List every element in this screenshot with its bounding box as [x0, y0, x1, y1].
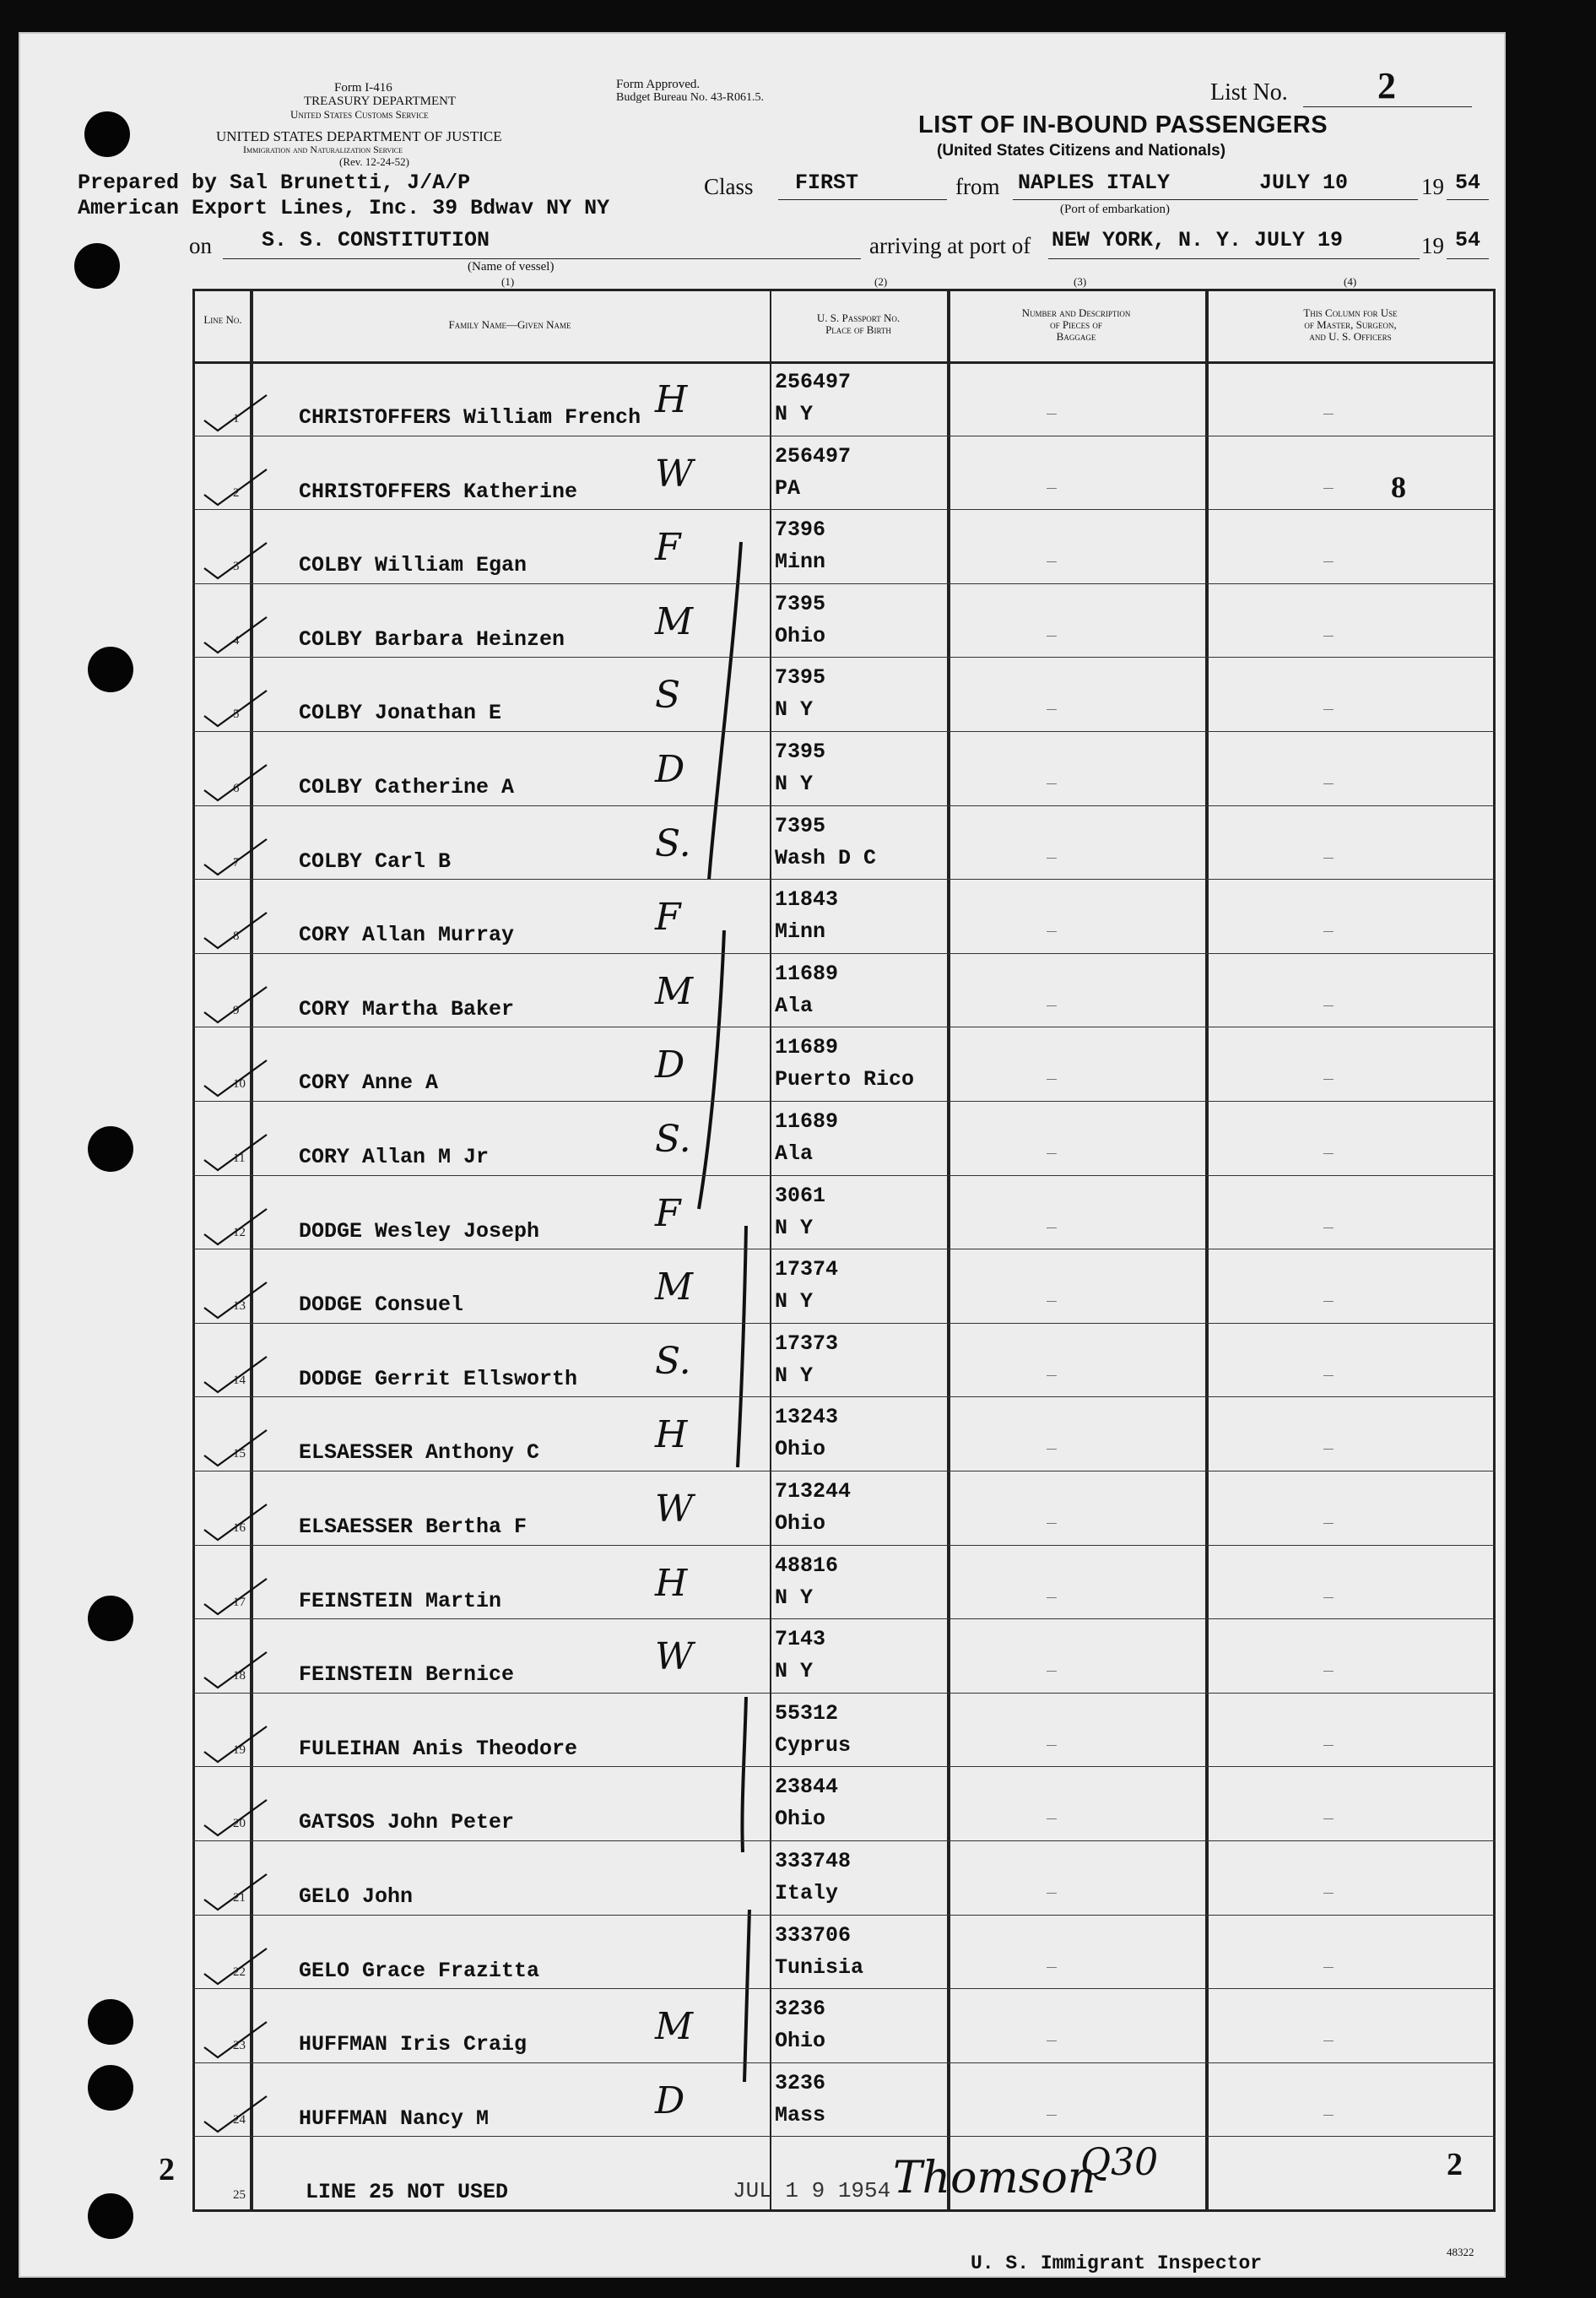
- passport-number: 11689: [775, 1109, 839, 1134]
- arrival-date-stamp: JUL 1 9 1954: [733, 2178, 891, 2203]
- passport-number: 17374: [775, 1257, 839, 1282]
- document-sheet: [19, 32, 1506, 2278]
- passport-number: 11689: [775, 1035, 839, 1060]
- passenger-name: CHRISTOFFERS Katherine: [299, 479, 578, 504]
- passport-number: 7395: [775, 740, 826, 764]
- line-number: 5: [233, 707, 240, 722]
- budget-bureau-number: Budget Bureau No. 43-R061.5.: [616, 91, 764, 104]
- line-number: 3: [233, 560, 240, 574]
- line-number: 2: [233, 485, 240, 500]
- departure-date: JULY 10: [1259, 171, 1349, 195]
- binder-hole: [88, 1999, 133, 2045]
- passenger-name: COLBY Barbara Heinzen: [299, 626, 565, 652]
- passenger-name: FULEIHAN Anis Theodore: [299, 1736, 578, 1761]
- passenger-name: DODGE Gerrit Ellsworth: [299, 1366, 578, 1391]
- family-bracket-marks: [192, 289, 1496, 2212]
- passenger-name: CORY Allan M Jr: [299, 1145, 490, 1169]
- line-number: 8: [233, 929, 240, 944]
- embarkation-port: NAPLES ITALY: [1018, 171, 1171, 195]
- passport-number: 7395: [775, 591, 826, 616]
- place-of-birth: N Y: [775, 1215, 814, 1240]
- passport-number: 7395: [775, 813, 826, 838]
- passport-number: 3061: [775, 1183, 826, 1208]
- line-number: 9: [233, 1003, 240, 1017]
- passenger-name: FEINSTEIN Martin: [299, 1588, 502, 1613]
- inspector-signature: Thomson: [893, 2153, 1096, 2203]
- binder-hole: [88, 2065, 133, 2111]
- passport-number: 7143: [775, 1627, 826, 1652]
- form-revision: (Rev. 12-24-52): [339, 155, 409, 168]
- place-of-birth: Ohio: [775, 1511, 826, 1536]
- line-number: 25: [233, 2188, 246, 2202]
- passport-number: 713244: [775, 1479, 852, 1504]
- line-number: 17: [233, 1595, 246, 1609]
- passport-number: 7396: [775, 518, 826, 543]
- header-baggage: Number and Description of Pieces of Baggage: [1021, 306, 1131, 343]
- prepared-by: Prepared by Sal Brunetti, J/A/P: [78, 171, 471, 195]
- passenger-name: CORY Allan Murray: [299, 923, 515, 948]
- header-family-name: Family Name—Given Name: [448, 318, 571, 331]
- relationship-mark: M: [655, 599, 694, 643]
- relationship-mark: S: [655, 674, 681, 718]
- line-number: 22: [233, 1965, 246, 1979]
- passenger-name: ELSAESSER Bertha F: [299, 1515, 527, 1539]
- form-title: LIST OF IN-BOUND PASSENGERS: [918, 111, 1328, 138]
- relationship-mark: F: [655, 896, 681, 940]
- arriving-label: arriving at port of: [869, 233, 1031, 258]
- line-number: 11: [233, 1152, 246, 1165]
- passport-number: 256497: [775, 443, 852, 469]
- form-subtitle: (United States Citizens and Nationals): [937, 142, 1226, 160]
- relationship-mark: M: [655, 1266, 694, 1309]
- justice-department: UNITED STATES DEPARTMENT OF JUSTICE: [216, 128, 502, 144]
- relationship-mark: D: [655, 748, 685, 791]
- line-number: 19: [233, 1742, 246, 1757]
- passport-number: 55312: [775, 1700, 839, 1726]
- place-of-birth: Cyprus: [775, 1732, 852, 1758]
- line-number: 23: [233, 2039, 246, 2053]
- form-approved: Form Approved.: [616, 78, 701, 91]
- passport-number: 11843: [775, 887, 839, 913]
- line-number: 15: [233, 1447, 246, 1461]
- place-of-birth: N Y: [775, 1659, 814, 1684]
- passport-number: 13243: [775, 1405, 839, 1430]
- line-number: 10: [233, 1077, 246, 1092]
- binder-hole: [88, 1126, 133, 1172]
- from-label: from: [955, 174, 1000, 199]
- line-number: 21: [233, 1891, 246, 1905]
- place-of-birth: N Y: [775, 1585, 814, 1610]
- passport-number: 333706: [775, 1922, 852, 1948]
- passport-number: 7395: [775, 665, 826, 691]
- column-number-1: (1): [501, 275, 515, 288]
- place-of-birth: Tunisia: [775, 1954, 864, 1980]
- left-margin-mark: 2: [159, 2152, 175, 2187]
- passenger-table: [192, 289, 1496, 2212]
- relationship-mark: M: [655, 969, 694, 1013]
- relationship-mark: F: [655, 526, 681, 570]
- passport-number: 333748: [775, 1849, 852, 1873]
- passenger-name: GELO Grace Frazitta: [299, 1958, 540, 1983]
- relationship-mark: W: [655, 1488, 694, 1531]
- relationship-mark: F: [655, 1191, 681, 1235]
- place-of-birth: Ohio: [775, 623, 826, 648]
- relationship-mark: S.: [655, 1118, 691, 1161]
- list-number-label: List No.: [1210, 79, 1288, 106]
- passenger-name: DODGE Wesley Joseph: [299, 1218, 540, 1244]
- passport-number: 17373: [775, 1331, 839, 1356]
- passenger-count: 2: [1447, 2147, 1463, 2182]
- place-of-birth: N Y: [775, 1363, 814, 1388]
- passenger-name: COLBY William Egan: [299, 553, 527, 578]
- line-number: 14: [233, 1373, 246, 1387]
- relationship-mark: W: [655, 452, 694, 496]
- passport-number: 3236: [775, 2070, 826, 2095]
- passenger-name: GATSOS John Peter: [299, 1810, 515, 1835]
- passenger-name: COLBY Jonathan E: [299, 701, 502, 726]
- form-code: 48322: [1447, 2246, 1474, 2258]
- column-number-3: (3): [1074, 275, 1087, 288]
- line-number: 18: [233, 1669, 246, 1683]
- column-number-2: (2): [874, 275, 888, 288]
- place-of-birth: Ohio: [775, 1437, 826, 1462]
- line-25-not-used: LINE 25 NOT USED: [306, 2180, 509, 2204]
- line-number: 20: [233, 1817, 246, 1831]
- customs-service: United States Customs Service: [290, 108, 429, 121]
- passenger-name: DODGE Consuel: [299, 1293, 464, 1318]
- arrival-year: 54: [1455, 228, 1481, 252]
- line-number: 12: [233, 1225, 246, 1239]
- place-of-birth: Ala: [775, 993, 814, 1018]
- passport-number: 48816: [775, 1553, 839, 1578]
- place-of-birth: N Y: [775, 1289, 814, 1314]
- port-caption: (Port of embarkation): [1060, 203, 1170, 216]
- passport-number: 23844: [775, 1775, 839, 1800]
- treasury-department: TREASURY DEPARTMENT: [304, 95, 457, 108]
- shipping-company: American Export Lines, Inc. 39 Bdwav NY NY: [78, 196, 610, 220]
- passenger-name: COLBY Carl B: [299, 848, 452, 874]
- header-officers: This Column for Use of Master, Surgeon, and U. S. Officers: [1303, 306, 1398, 343]
- relationship-mark: M: [655, 2005, 694, 2049]
- line-number: 6: [233, 782, 240, 795]
- passport-number: 256497: [775, 370, 852, 394]
- place-of-birth: Mass: [775, 2102, 826, 2127]
- officer-note: 8: [1391, 469, 1406, 504]
- passenger-name: CORY Anne A: [299, 1070, 439, 1096]
- binder-hole: [88, 647, 133, 692]
- line-number: 24: [233, 2112, 246, 2127]
- relationship-mark: H: [655, 378, 688, 421]
- passenger-name: HUFFMAN Nancy M: [299, 2106, 490, 2131]
- relationship-mark: H: [655, 1413, 688, 1457]
- place-of-birth: Ala: [775, 1141, 814, 1166]
- place-of-birth: Italy: [775, 1881, 839, 1905]
- place-of-birth: Ohio: [775, 1807, 826, 1832]
- column-number-4: (4): [1344, 275, 1357, 288]
- binder-hole: [84, 111, 130, 157]
- relationship-mark: S.: [655, 821, 691, 865]
- line-number: 1: [233, 412, 240, 425]
- relationship-mark: H: [655, 1561, 688, 1605]
- place-of-birth: Minn: [775, 919, 826, 945]
- passenger-name: COLBY Catherine A: [299, 775, 515, 799]
- place-of-birth: N Y: [775, 402, 814, 426]
- line-number: 16: [233, 1521, 246, 1535]
- place-of-birth: Wash D C: [775, 845, 877, 870]
- class-label: Class: [704, 174, 754, 199]
- relationship-mark: D: [655, 2078, 685, 2122]
- departure-year: 54: [1455, 171, 1481, 195]
- list-number: 2: [1377, 65, 1396, 106]
- place-of-birth: N Y: [775, 697, 814, 723]
- line-number: 4: [233, 633, 240, 648]
- passport-number: 11689: [775, 961, 839, 986]
- header-line-no: Line No.: [203, 313, 242, 326]
- line-number: 7: [233, 855, 240, 870]
- arrival-year-prefix: 19: [1421, 233, 1444, 258]
- binder-hole: [74, 243, 120, 289]
- passenger-name: CHRISTOFFERS William French: [299, 405, 641, 430]
- inspector-caption: U. S. Immigrant Inspector: [971, 2252, 1263, 2274]
- binder-hole: [88, 2193, 133, 2239]
- passenger-name: ELSAESSER Anthony C: [299, 1440, 540, 1466]
- passenger-name: GELO John: [299, 1884, 414, 1909]
- vessel-name: S. S. CONSTITUTION: [262, 228, 490, 252]
- signature-annotation: Q30: [1080, 2141, 1159, 2184]
- passenger-name: HUFFMAN Iris Craig: [299, 2032, 527, 2057]
- passport-number: 3236: [775, 1997, 826, 2022]
- passenger-name: CORY Martha Baker: [299, 996, 515, 1022]
- relationship-mark: W: [655, 1635, 694, 1679]
- line-number: 13: [233, 1299, 246, 1314]
- on-label: on: [189, 233, 212, 258]
- arrival-port-date: NEW YORK, N. Y. JULY 19: [1052, 228, 1344, 252]
- relationship-mark: S.: [655, 1339, 691, 1383]
- place-of-birth: Ohio: [775, 2029, 826, 2054]
- relationship-mark: D: [655, 1043, 685, 1087]
- place-of-birth: Puerto Rico: [775, 1067, 915, 1092]
- ins-service: Immigration and Naturalization Service: [243, 144, 403, 155]
- binder-hole: [88, 1596, 133, 1641]
- form-number: Form I-416: [334, 81, 392, 95]
- header-passport: U. S. Passport No. Place of Birth: [816, 312, 901, 336]
- place-of-birth: PA: [775, 475, 801, 501]
- place-of-birth: Minn: [775, 550, 826, 575]
- vessel-caption: (Name of vessel): [468, 260, 555, 274]
- class-value: FIRST: [795, 171, 859, 195]
- passenger-name: FEINSTEIN Bernice: [299, 1662, 515, 1688]
- departure-year-prefix: 19: [1421, 174, 1444, 199]
- place-of-birth: N Y: [775, 772, 814, 796]
